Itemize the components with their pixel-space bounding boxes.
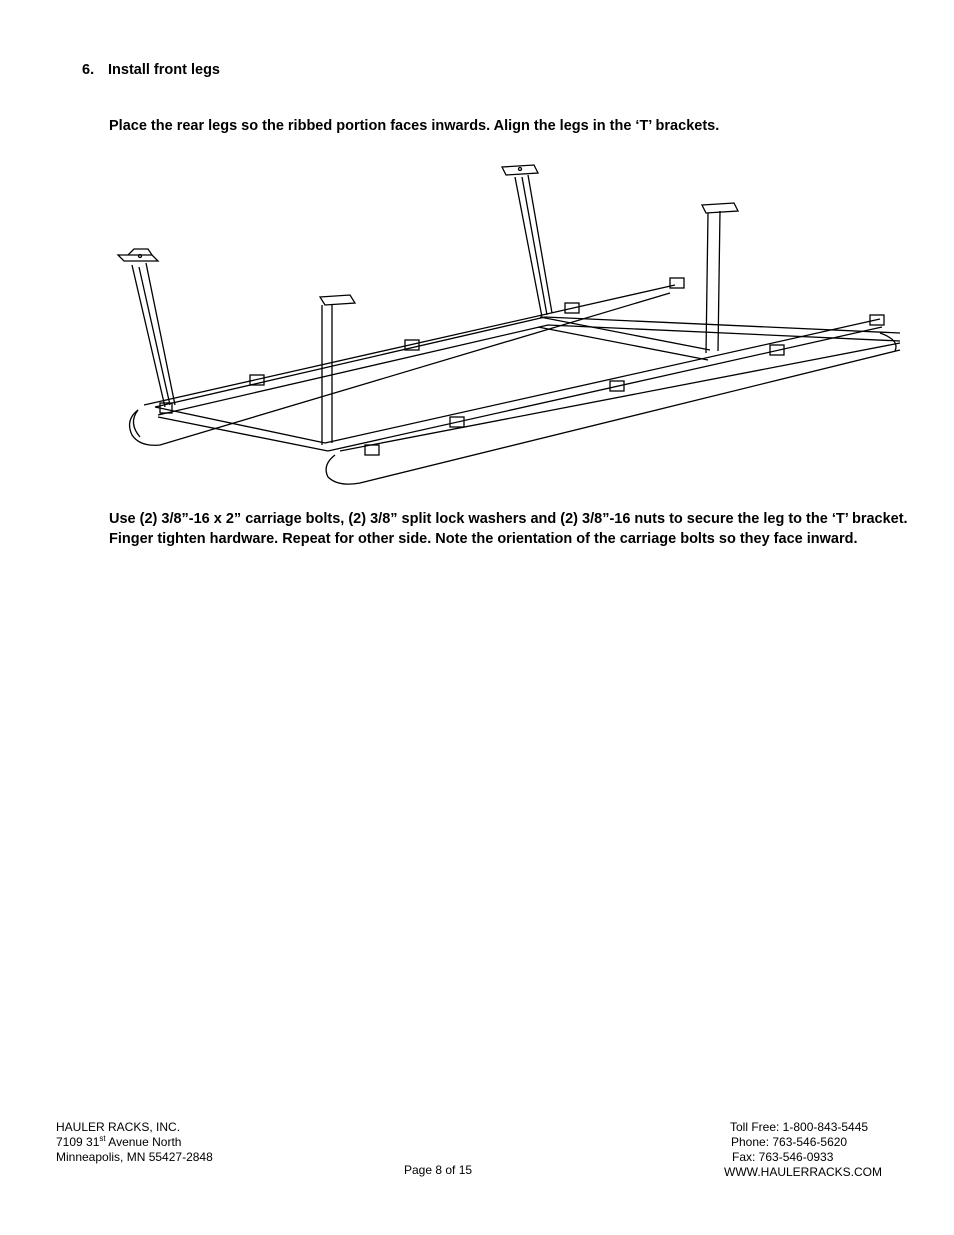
footer-company: HAULER RACKS, INC. [56, 1120, 181, 1134]
footer-street: 7109 31st Avenue North [56, 1134, 182, 1149]
footer-city: Minneapolis, MN 55427-2848 [56, 1150, 213, 1164]
leg-rear-left [118, 249, 175, 407]
leg-front-left [320, 295, 355, 445]
footer-fax: Fax: 763-546-0933 [732, 1150, 834, 1164]
footer-website[interactable]: WWW.HAULERRACKS.COM [724, 1165, 883, 1179]
rack-assembly-diagram [110, 155, 905, 490]
front-rail [325, 319, 882, 451]
left-crossbar [155, 407, 328, 451]
footer-address [56, 1120, 213, 1165]
left-tube [130, 285, 675, 445]
instruction-align-legs: Place the rear legs so the ribbed portion faces inwards. Align the legs in the ‘T’ brackets. [109, 118, 720, 134]
footer-contact [724, 1120, 924, 1180]
step-heading [82, 62, 220, 78]
step-title: Install front legs [108, 62, 220, 78]
instruction-hardware: Use (2) 3/8”-16 x 2” carriage bolts, (2) 3/8” split lock washers and (2) 3/8”-16 nuts to secure the leg to the ‘T’ bracket. Finger tighten hardware. Repeat for other side. Note the orientation of the carriage bolts so they face inward. [109, 511, 908, 547]
leg-front-right [702, 203, 738, 353]
footer-phone: Phone: 763-546-5620 [731, 1135, 848, 1149]
rear-crossbar [155, 317, 900, 415]
front-tube [326, 343, 900, 484]
step-number: 6. [82, 62, 95, 78]
page-number: Page 8 of 15 [404, 1163, 473, 1177]
footer-toll-free: Toll Free: 1-800-843-5445 [730, 1120, 869, 1134]
leg-rear-right [502, 165, 552, 317]
